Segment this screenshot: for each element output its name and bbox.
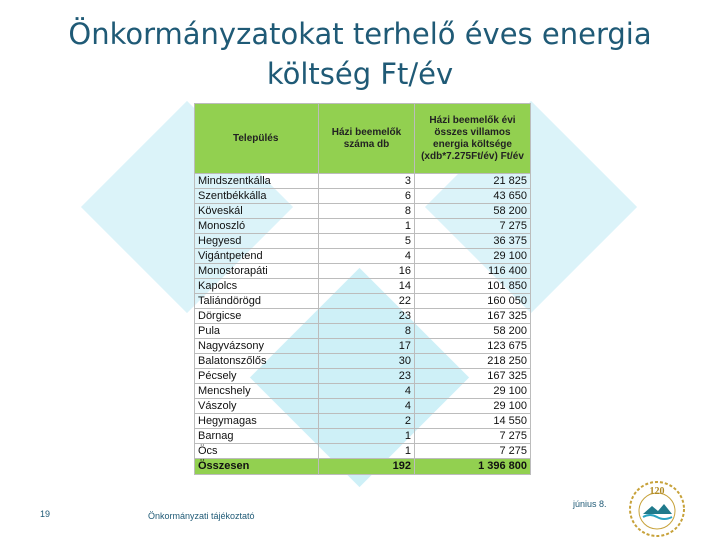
settlement-cell: Pécsely [195,369,319,384]
table-row [195,384,531,399]
cost-cell: 58 200 [415,204,531,219]
cost-cell: 167 325 [415,369,531,384]
settlement-cell: Összesen [195,459,319,475]
count-cell: 192 [319,459,415,475]
settlement-cell: Monostorapáti [195,264,319,279]
logo-text: 120 [649,486,665,497]
count-cell: 30 [319,354,415,369]
cost-cell: 14 550 [415,414,531,429]
count-cell: 14 [319,279,415,294]
count-cell: 4 [319,384,415,399]
table-row [195,354,531,369]
table-row [195,444,531,459]
table-row [195,219,531,234]
count-cell: 1 [319,429,415,444]
count-cell: 5 [319,234,415,249]
header-annual-cost: Házi beemelők évi összes villamos energia költsége (xdb*7.275Ft/év) Ft/év [415,104,531,174]
table-total-row [195,459,531,475]
table-row [195,399,531,414]
slide-title [40,14,680,94]
table-row [195,309,531,324]
settlement-cell: Monoszló [195,219,319,234]
count-cell: 23 [319,309,415,324]
settlement-cell: Nagyvázsony [195,339,319,354]
table-row [195,294,531,309]
footer-date: június 8. [573,499,607,509]
header-pump-count: Házi beemelők száma db [319,104,415,174]
cost-cell: 58 200 [415,324,531,339]
table-row [195,264,531,279]
count-cell: 2 [319,414,415,429]
table-row [195,324,531,339]
cost-cell: 7 275 [415,429,531,444]
settlement-cell: Hegyesd [195,234,319,249]
cost-cell: 167 325 [415,309,531,324]
settlement-cell: Pula [195,324,319,339]
count-cell: 4 [319,249,415,264]
settlement-cell: Mindszentkálla [195,174,319,189]
cost-cell: 43 650 [415,189,531,204]
cost-cell: 29 100 [415,399,531,414]
cost-cell: 218 250 [415,354,531,369]
table-header-row [195,104,531,174]
settlement-cell: Barnag [195,429,319,444]
cost-cell: 116 400 [415,264,531,279]
table-row [195,204,531,219]
count-cell: 6 [319,189,415,204]
settlement-cell: Mencshely [195,384,319,399]
table-row [195,234,531,249]
count-cell: 8 [319,324,415,339]
count-cell: 1 [319,444,415,459]
table-row [195,279,531,294]
settlement-cell: Köveskál [195,204,319,219]
table-row [195,369,531,384]
count-cell: 4 [319,399,415,414]
cost-cell: 1 396 800 [415,459,531,475]
cost-cell: 123 675 [415,339,531,354]
energy-cost-table [194,103,531,475]
table-row [195,249,531,264]
page-number: 19 [40,509,51,519]
footer-caption: Önkormányzati tájékoztató [148,511,255,521]
count-cell: 23 [319,369,415,384]
count-cell: 3 [319,174,415,189]
title-line-1: Önkormányzatokat terhelő éves energia [68,17,652,51]
cost-cell: 160 050 [415,294,531,309]
table-row [195,174,531,189]
settlement-cell: Öcs [195,444,319,459]
header-settlement: Település [195,104,319,174]
count-cell: 16 [319,264,415,279]
anniversary-logo [628,480,686,538]
table-row [195,429,531,444]
title-line-2: költség Ft/év [266,57,454,91]
settlement-cell: Balatonszőlős [195,354,319,369]
count-cell: 1 [319,219,415,234]
cost-cell: 21 825 [415,174,531,189]
settlement-cell: Szentbékkálla [195,189,319,204]
table-body [195,174,531,475]
cost-cell: 29 100 [415,384,531,399]
count-cell: 17 [319,339,415,354]
settlement-cell: Dörgicse [195,309,319,324]
cost-cell: 101 850 [415,279,531,294]
settlement-cell: Taliándörögd [195,294,319,309]
count-cell: 8 [319,204,415,219]
settlement-cell: Hegymagas [195,414,319,429]
table-row [195,339,531,354]
settlement-cell: Vigántpetend [195,249,319,264]
table-row [195,189,531,204]
settlement-cell: Vászoly [195,399,319,414]
cost-cell: 7 275 [415,444,531,459]
settlement-cell: Kapolcs [195,279,319,294]
cost-cell: 36 375 [415,234,531,249]
cost-cell: 7 275 [415,219,531,234]
table-row [195,414,531,429]
count-cell: 22 [319,294,415,309]
cost-cell: 29 100 [415,249,531,264]
